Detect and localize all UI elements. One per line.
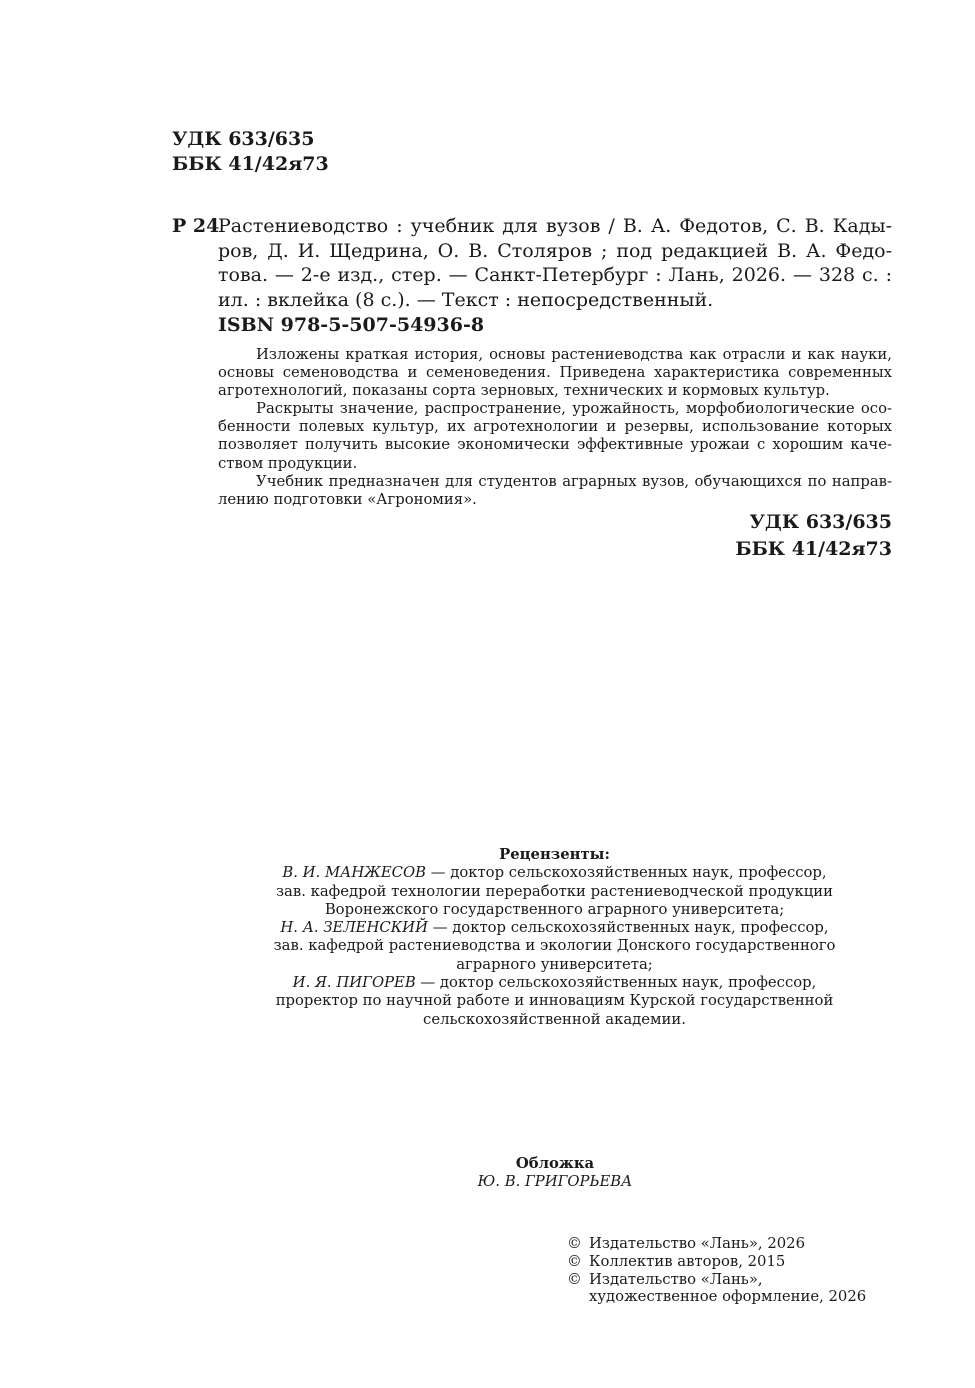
reviewer-description: Воронежского государственного аграрного университета; [324, 900, 785, 918]
annotation-line: ством продукции. [218, 454, 358, 472]
copyright-symbol: © [567, 1252, 582, 1270]
reviewer-description: зав. кафедрой технологии переработки растениеводческой продукции [275, 882, 834, 900]
reviewer-entry [232, 864, 877, 882]
udk-code: УДК 633/635 [172, 128, 315, 150]
reviewers-block [232, 846, 877, 1029]
annotation-line: бенности полевых культур, их агротехнологии и резервы, использование которых [218, 418, 892, 436]
reviewer-entry [232, 919, 877, 937]
copyright-block [567, 1235, 866, 1306]
bottom-classification [735, 509, 892, 563]
copyright-text: Издательство «Лань», [589, 1270, 763, 1288]
biblio-line: ров, Д. И. Щедрина, О. В. Столяров ; под редакцией В. А. Федо- [218, 239, 892, 262]
reviewer-description: сельскохозяйственной академии. [423, 1010, 686, 1028]
annotation-line: Раскрыты значение, распространение, урожайность, морфобиологические осо- [256, 400, 892, 418]
author-mark: Р 24 [172, 215, 220, 237]
reviewer-description: — доктор сельскохозяйственных наук, профессор, [427, 919, 829, 937]
cover-credit [400, 1155, 710, 1192]
cover-designer: Ю. В. ГРИГОРЬЕВА [477, 1173, 633, 1191]
annotation-line: Учебник предназначен для студентов аграрных вузов, обучающихся по направ- [256, 472, 892, 490]
biblio-line: ил. : вклейка (8 с.). — Текст : непосредственный. [218, 288, 714, 311]
annotation-line: Изложены краткая история, основы растениеводства как отрасли и как науки, [256, 346, 892, 363]
biblio-line: Растениеводство : учебник для вузов / В. А. Федотов, С. В. Кады- [218, 215, 892, 237]
copyright-symbol: © [567, 1270, 582, 1288]
copyright-symbol: © [567, 1235, 582, 1252]
annotation-line: лению подготовки «Агрономия». [218, 490, 477, 508]
copyright-line [567, 1235, 866, 1253]
bibliographic-description [218, 214, 892, 312]
reviewer-description: — доктор сельскохозяйственных наук, профессор, [415, 974, 817, 992]
bbk-code: ББК 41/42я73 [172, 153, 329, 175]
reviewer-description: — доктор сельскохозяйственных наук, профессор, [426, 864, 827, 882]
cover-title: Обложка [515, 1155, 595, 1172]
reviewer-description: проректор по научной работе и инновациям Курской государственной [275, 992, 834, 1010]
reviewer-name: Н. А. ЗЕЛЕНСКИЙ [280, 919, 428, 937]
reviewers-title: Рецензенты: [499, 846, 610, 863]
annotation-line: позволяет получить высокие экономически эффективные урожаи с хорошим каче- [218, 436, 892, 454]
reviewer-description: аграрного университета; [456, 955, 653, 973]
reviewer-name: И. Я. ПИГОРЕВ [292, 974, 416, 992]
bbk-code: ББК 41/42я73 [735, 538, 892, 560]
top-classification [172, 127, 329, 177]
reviewer-entry [232, 974, 877, 992]
reviewer-description: зав. кафедрой растениеводства и экологии Донского государственного [273, 937, 836, 955]
udk-code: УДК 633/635 [749, 511, 892, 533]
isbn: ISBN 978-5-507-54936-8 [218, 314, 485, 336]
copyright-line [567, 1253, 866, 1271]
biblio-line: това. — 2-е изд., стер. — Санкт-Петербург : Лань, 2026. — 328 с. : [218, 264, 892, 286]
copyright-text: Издательство «Лань», 2026 [589, 1235, 805, 1252]
copyright-text: Коллектив авторов, 2015 [589, 1252, 786, 1270]
annotation-line: агротехнологий, показаны сорта зерновых, технических и кормовых культур. [218, 382, 830, 400]
reviewer-name: В. И. МАНЖЕСОВ [282, 864, 426, 882]
copyright-continuation: художественное оформление, 2026 [589, 1288, 867, 1306]
annotation-line: основы семеноводства и семеноведения. Приведена характеристика современных [218, 364, 892, 382]
copyright-line [567, 1271, 866, 1289]
annotation [218, 346, 892, 509]
